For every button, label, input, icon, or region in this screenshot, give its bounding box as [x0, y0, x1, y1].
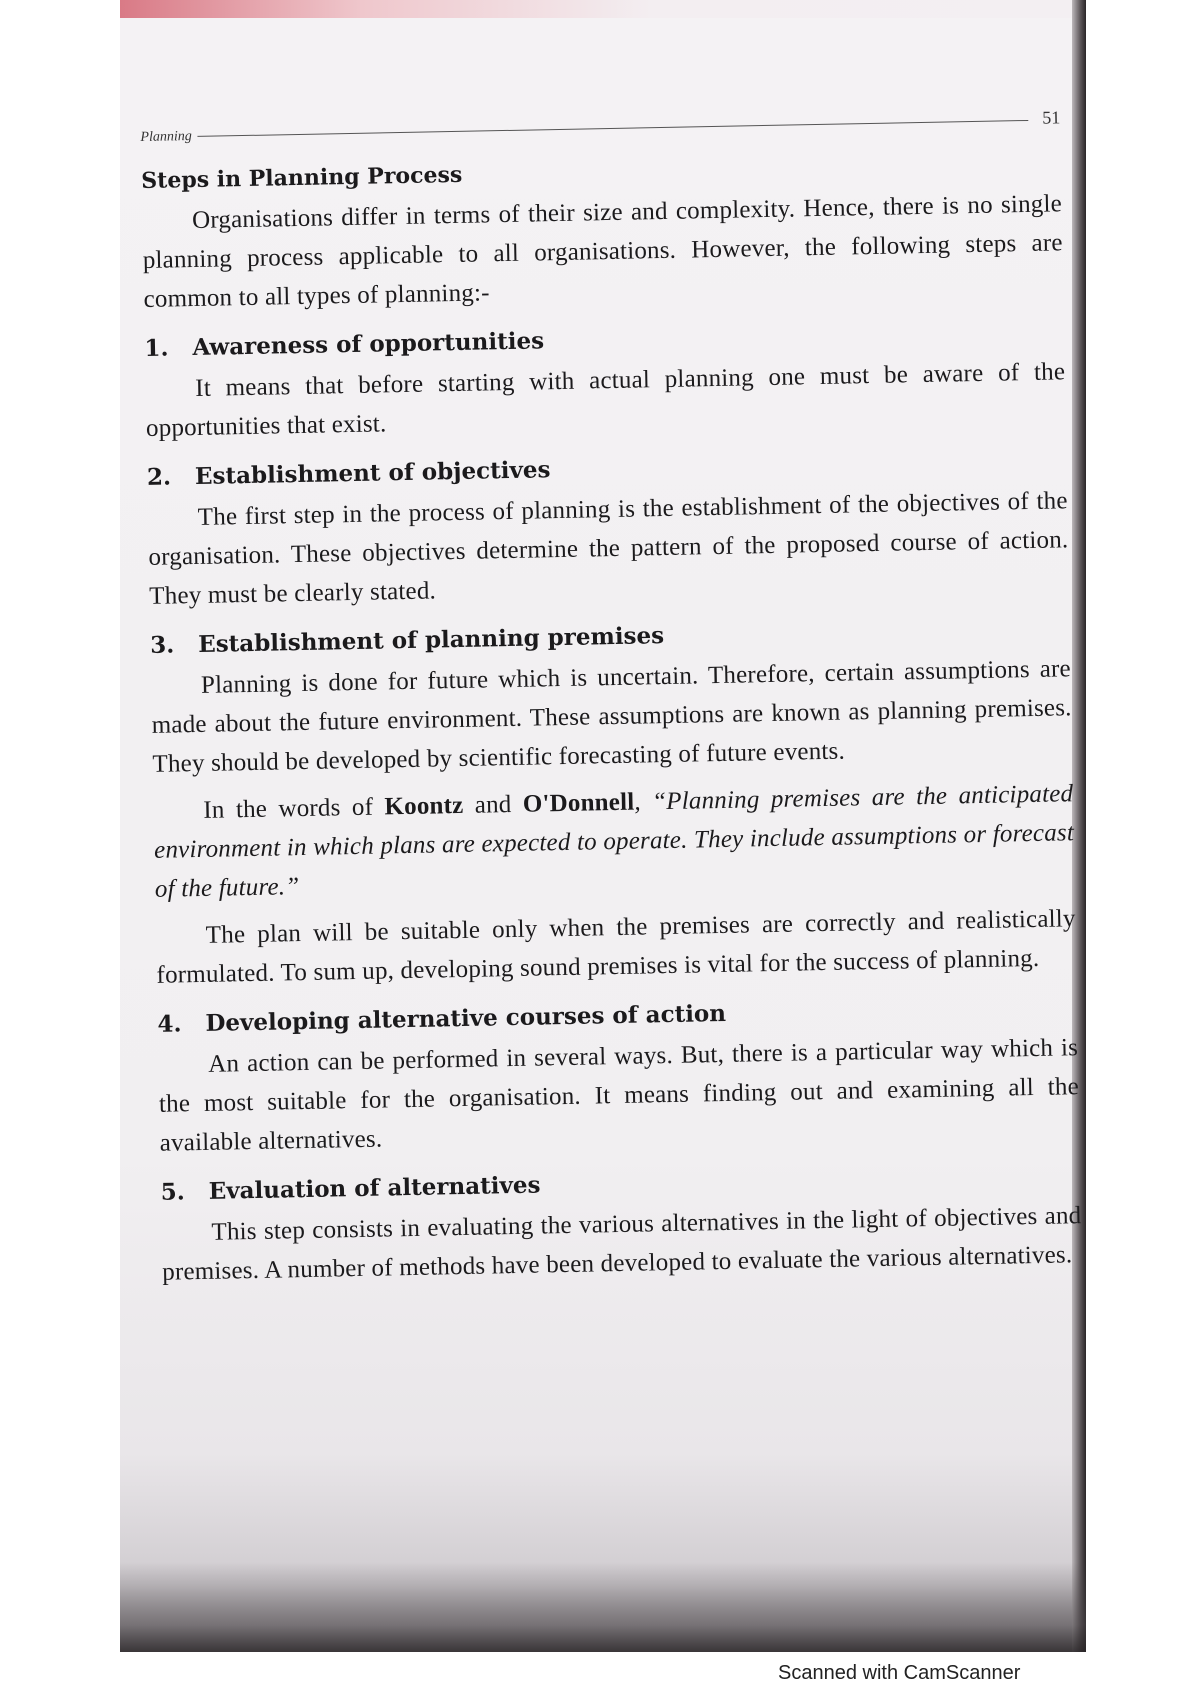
step-number: 1. [144, 334, 169, 362]
author-koontz: Koontz [384, 791, 464, 821]
step-title: Evaluation of alternatives [208, 1171, 541, 1205]
running-head-title: Planning [140, 129, 192, 145]
step-title: Establishment of objectives [194, 456, 551, 491]
step-paragraph: The first step in the process of planning is the establishment of the objectives of the organisation. These objectives determine the pattern of the proposed course of action. They must be clearly stated. [148, 487, 1069, 610]
scanned-page [120, 0, 1086, 1652]
quote-text: , “Planning premises are the anticipated environment in which plans are expected to operate. They include assumptions or forecast of the future.” [153, 780, 1075, 903]
page-bottom-shadow [120, 1562, 1086, 1652]
step-paragraph: This step consists in evaluating the various alternatives in the light of objectives and premises. A number of methods have been developed to evaluate the various alternatives. [161, 1202, 1082, 1286]
page-content [140, 96, 1082, 1291]
step-title: Developing alternative courses of action [205, 999, 727, 1037]
step-number: 2. [146, 463, 172, 491]
page-right-edge [1072, 0, 1086, 1652]
intro-paragraph: Organisations differ in terms of their size and complexity. Hence, there is no single planning process applicable to all organisations. However, the following steps are common to all types of planning:- [142, 190, 1063, 313]
step-number: 3. [149, 631, 175, 659]
page-top-band [120, 0, 1086, 18]
section-title: Steps in Planning Process [141, 161, 463, 194]
quote-paragraph [153, 774, 1075, 909]
step-title: Awareness of opportunities [192, 327, 545, 362]
author-odonnell: O'Donnell [522, 788, 635, 818]
step-paragraph: An action can be performed in several ways. But, there is a particular way which is the most suitable for the organisation. It means finding out and examining all the available alternatives. [158, 1034, 1080, 1157]
step-paragraph-2: The plan will be suitable only when the premises are correctly and realistically formulated. To sum up, developing sound premises is vital for the success of planning. [156, 905, 1076, 989]
step-paragraph: Planning is done for future which is uncertain. Therefore, certain assumptions are made about the future environment. These assumptions are known as planning premises. They should be developed by scientific forecasting of future events. [151, 655, 1072, 778]
quote-and: and [463, 790, 524, 819]
scanner-watermark: Scanned with CamScanner [778, 1662, 1021, 1684]
running-head [140, 96, 1060, 146]
quote-intro: In the words of [203, 793, 385, 824]
running-head-rule [198, 120, 1029, 137]
step-paragraph: It means that before starting with actual planning one must be aware of the opportunities that exist. [145, 358, 1066, 442]
step-title: Establishment of planning premises [197, 622, 665, 658]
page-number: 51 [1042, 107, 1061, 128]
step-number: 5. [160, 1178, 185, 1206]
step-number: 4. [157, 1010, 182, 1038]
